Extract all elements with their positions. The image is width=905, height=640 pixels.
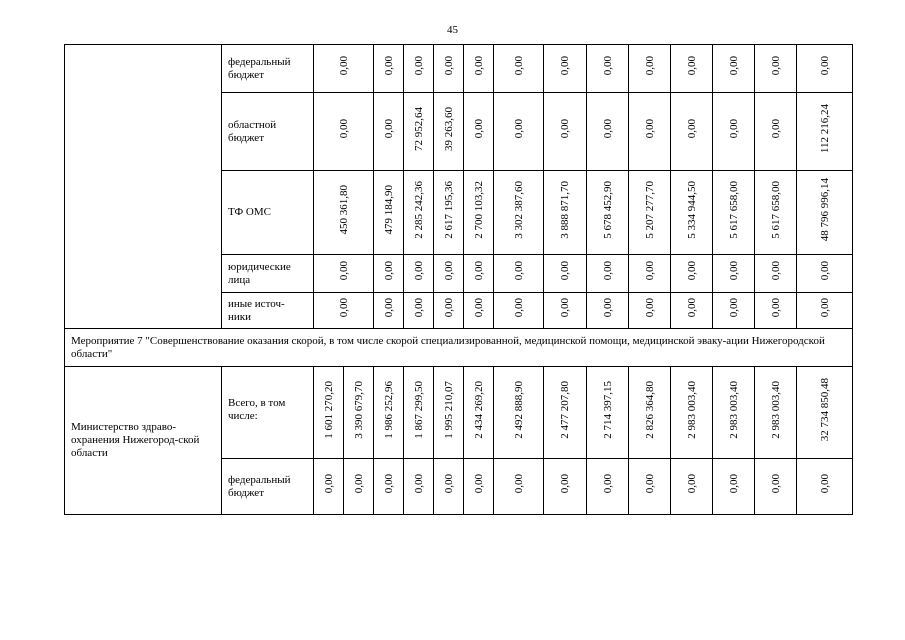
value-cell: [629, 293, 671, 329]
value-text: 0,00: [382, 56, 395, 76]
value-cell: [464, 45, 494, 93]
value-cell: [544, 171, 587, 255]
value-text: 0,00: [512, 298, 525, 318]
value-text: 0,00: [643, 56, 656, 76]
source-label: федеральный бюджет: [222, 459, 314, 515]
value-cell: [671, 293, 713, 329]
value-text: 0,00: [769, 474, 782, 494]
value-text: 0,00: [727, 474, 740, 494]
value-text: 3 888 871,70: [559, 181, 571, 239]
value-text: 3 390 679,70: [352, 381, 365, 439]
value-cell: [314, 367, 344, 459]
value-cell: [434, 367, 464, 459]
value-text: 0,00: [685, 261, 698, 281]
source-label: ТФ ОМС: [222, 171, 314, 255]
value-text: 2 826 364,80: [643, 381, 656, 439]
value-cell: [434, 255, 464, 293]
value-text: 2 434 269,20: [472, 381, 485, 439]
value-cell: [494, 255, 544, 293]
value-cell: [671, 93, 713, 171]
value-text: 0,00: [601, 56, 614, 76]
value-cell: [587, 171, 629, 255]
value-text: 0,00: [382, 298, 395, 318]
value-text: 0,00: [685, 298, 698, 318]
value-cell: [797, 93, 853, 171]
value-cell: [755, 293, 797, 329]
value-text: 0,00: [512, 56, 525, 76]
value-cell: [494, 367, 544, 459]
value-text: 112 216,24: [818, 104, 831, 154]
value-cell: [755, 93, 797, 171]
value-cell: [314, 459, 344, 515]
budget-table: [64, 44, 853, 515]
value-cell: [374, 93, 404, 171]
value-text: 0,00: [727, 261, 740, 281]
value-cell: [464, 171, 494, 255]
value-text: 479 184,90: [382, 185, 395, 235]
value-text: 1 986 252,96: [382, 381, 395, 439]
value-text: 0,00: [559, 261, 571, 281]
value-cell: [544, 367, 587, 459]
value-cell: [587, 367, 629, 459]
value-text: 2 617 195,36: [442, 181, 455, 239]
value-text: 0,00: [412, 56, 425, 76]
page-number: 45: [447, 24, 458, 36]
value-text: 1 867 299,50: [412, 381, 425, 439]
org-cell-empty: [65, 45, 222, 329]
value-cell: [629, 93, 671, 171]
value-cell: [544, 293, 587, 329]
value-cell: [434, 45, 464, 93]
source-label: областной бюджет: [222, 93, 314, 171]
value-cell: [464, 293, 494, 329]
value-cell: [404, 255, 434, 293]
value-text: 0,00: [818, 298, 831, 318]
value-text: 0,00: [442, 56, 455, 76]
value-cell: [713, 459, 755, 515]
value-text: 0,00: [643, 298, 656, 318]
value-cell: [494, 293, 544, 329]
value-cell: [587, 255, 629, 293]
value-cell: [797, 459, 853, 515]
value-text: 0,00: [559, 298, 571, 318]
value-cell: [797, 367, 853, 459]
value-cell: [494, 171, 544, 255]
value-text: 5 678 452,90: [601, 181, 614, 239]
value-text: 2 983 003,40: [727, 381, 740, 439]
value-text: 2 477 207,80: [559, 381, 571, 439]
value-text: 0,00: [727, 119, 740, 139]
value-cell: [713, 45, 755, 93]
value-text: 0,00: [472, 56, 485, 76]
source-label: Всего, в том числе:: [222, 367, 314, 459]
value-text: 0,00: [769, 119, 782, 139]
value-text: 2 983 003,40: [769, 381, 782, 439]
value-cell: [713, 93, 755, 171]
value-text: 0,00: [818, 474, 831, 494]
value-cell: [464, 93, 494, 171]
value-text: 0,00: [382, 261, 395, 281]
value-text: 0,00: [322, 474, 335, 494]
value-text: 0,00: [337, 261, 350, 281]
value-cell: [314, 93, 374, 171]
value-cell: [797, 255, 853, 293]
value-text: 5 334 944,50: [685, 181, 698, 239]
value-text: 0,00: [601, 261, 614, 281]
value-text: 3 302 387,60: [512, 181, 525, 239]
value-cell: [797, 45, 853, 93]
value-text: 0,00: [643, 261, 656, 281]
value-text: 0,00: [727, 56, 740, 76]
value-text: 5 617 658,00: [727, 181, 740, 239]
value-cell: [629, 45, 671, 93]
value-cell: [629, 255, 671, 293]
value-cell: [713, 171, 755, 255]
value-text: 0,00: [512, 474, 525, 494]
value-text: 39 263,60: [442, 107, 455, 151]
table-row: [65, 45, 853, 93]
value-text: 0,00: [818, 56, 831, 76]
value-text: 0,00: [472, 298, 485, 318]
value-cell: [713, 293, 755, 329]
value-cell: [671, 171, 713, 255]
value-text: 0,00: [442, 474, 455, 494]
value-cell: [797, 293, 853, 329]
value-text: 0,00: [337, 56, 350, 76]
value-cell: [629, 171, 671, 255]
value-text: 0,00: [643, 119, 656, 139]
value-cell: [494, 93, 544, 171]
value-cell: [464, 367, 494, 459]
value-cell: [713, 367, 755, 459]
value-cell: [434, 171, 464, 255]
value-cell: [374, 367, 404, 459]
value-text: 32 734 850,48: [818, 378, 831, 442]
value-text: 0,00: [412, 298, 425, 318]
value-text: 0,00: [512, 261, 525, 281]
value-text: 0,00: [512, 119, 525, 139]
value-text: 1 601 270,20: [322, 381, 335, 439]
value-text: 0,00: [337, 298, 350, 318]
organization-cell: Министерство здраво-охранения Нижегород-ской области: [65, 367, 222, 515]
source-label: юридические лица: [222, 255, 314, 293]
value-text: 450 361,80: [337, 185, 350, 235]
value-cell: [314, 171, 374, 255]
value-cell: [713, 255, 755, 293]
value-cell: [464, 459, 494, 515]
value-cell: [434, 293, 464, 329]
value-cell: [587, 93, 629, 171]
value-cell: [374, 45, 404, 93]
value-cell: [629, 367, 671, 459]
value-cell: [755, 45, 797, 93]
value-cell: [544, 93, 587, 171]
value-text: 5 617 658,00: [769, 181, 782, 239]
value-text: 2 983 003,40: [685, 381, 698, 439]
value-text: 0,00: [442, 298, 455, 318]
value-cell: [587, 459, 629, 515]
value-text: 0,00: [472, 119, 485, 139]
value-cell: [314, 293, 374, 329]
value-cell: [314, 45, 374, 93]
value-cell: [544, 459, 587, 515]
value-text: 48 796 996,14: [818, 178, 831, 242]
value-cell: [374, 255, 404, 293]
value-text: 0,00: [337, 119, 350, 139]
value-text: 2 700 103,32: [472, 181, 485, 239]
value-cell: [374, 459, 404, 515]
value-text: 0,00: [685, 56, 698, 76]
value-text: 0,00: [769, 56, 782, 76]
value-text: 0,00: [412, 261, 425, 281]
value-cell: [755, 255, 797, 293]
value-cell: [464, 255, 494, 293]
value-text: 0,00: [818, 261, 831, 281]
source-label: иные источ-ники: [222, 293, 314, 329]
value-cell: [544, 45, 587, 93]
value-cell: [374, 293, 404, 329]
value-cell: [374, 171, 404, 255]
value-text: 0,00: [685, 119, 698, 139]
value-text: 0,00: [382, 474, 395, 494]
value-text: 0,00: [559, 474, 571, 494]
value-text: 72 952,64: [412, 107, 425, 151]
value-text: 0,00: [352, 474, 365, 494]
value-cell: [671, 255, 713, 293]
value-cell: [587, 293, 629, 329]
value-cell: [344, 367, 374, 459]
value-text: 1 995 210,07: [442, 381, 455, 439]
value-text: 0,00: [601, 298, 614, 318]
value-text: 0,00: [769, 261, 782, 281]
value-cell: [404, 367, 434, 459]
table-row: [65, 367, 853, 459]
value-cell: [404, 293, 434, 329]
source-label: федеральный бюджет: [222, 45, 314, 93]
value-text: 2 285 242,36: [412, 181, 425, 239]
value-cell: [434, 459, 464, 515]
value-cell: [671, 367, 713, 459]
value-text: 0,00: [601, 474, 614, 494]
value-cell: [434, 93, 464, 171]
value-cell: [755, 459, 797, 515]
value-cell: [629, 459, 671, 515]
value-text: 0,00: [442, 261, 455, 281]
value-text: 0,00: [472, 474, 485, 494]
value-cell: [404, 459, 434, 515]
value-text: 0,00: [769, 298, 782, 318]
value-cell: [587, 45, 629, 93]
value-cell: [314, 255, 374, 293]
value-text: 0,00: [559, 56, 571, 76]
value-cell: [404, 171, 434, 255]
event-title: Мероприятие 7 "Совершенствование оказания скорой, в том числе скорой специализированной, медицинской помощи, медицинской эваку-ации Нижегородской области": [65, 329, 853, 367]
value-cell: [404, 93, 434, 171]
value-text: 0,00: [727, 298, 740, 318]
value-cell: [404, 45, 434, 93]
value-text: 0,00: [382, 119, 395, 139]
value-text: 2 714 397,15: [601, 381, 614, 439]
table-row: [65, 329, 853, 367]
value-cell: [755, 367, 797, 459]
value-cell: [494, 45, 544, 93]
value-cell: [544, 255, 587, 293]
value-text: 0,00: [559, 119, 571, 139]
value-text: 0,00: [685, 474, 698, 494]
value-cell: [797, 171, 853, 255]
value-text: 0,00: [412, 474, 425, 494]
value-text: 5 207 277,70: [643, 181, 656, 239]
value-cell: [671, 459, 713, 515]
value-text: 0,00: [643, 474, 656, 494]
value-cell: [344, 459, 374, 515]
value-text: 0,00: [472, 261, 485, 281]
value-cell: [755, 171, 797, 255]
value-text: 0,00: [601, 119, 614, 139]
value-cell: [494, 459, 544, 515]
value-text: 2 492 888,90: [512, 381, 525, 439]
value-cell: [671, 45, 713, 93]
